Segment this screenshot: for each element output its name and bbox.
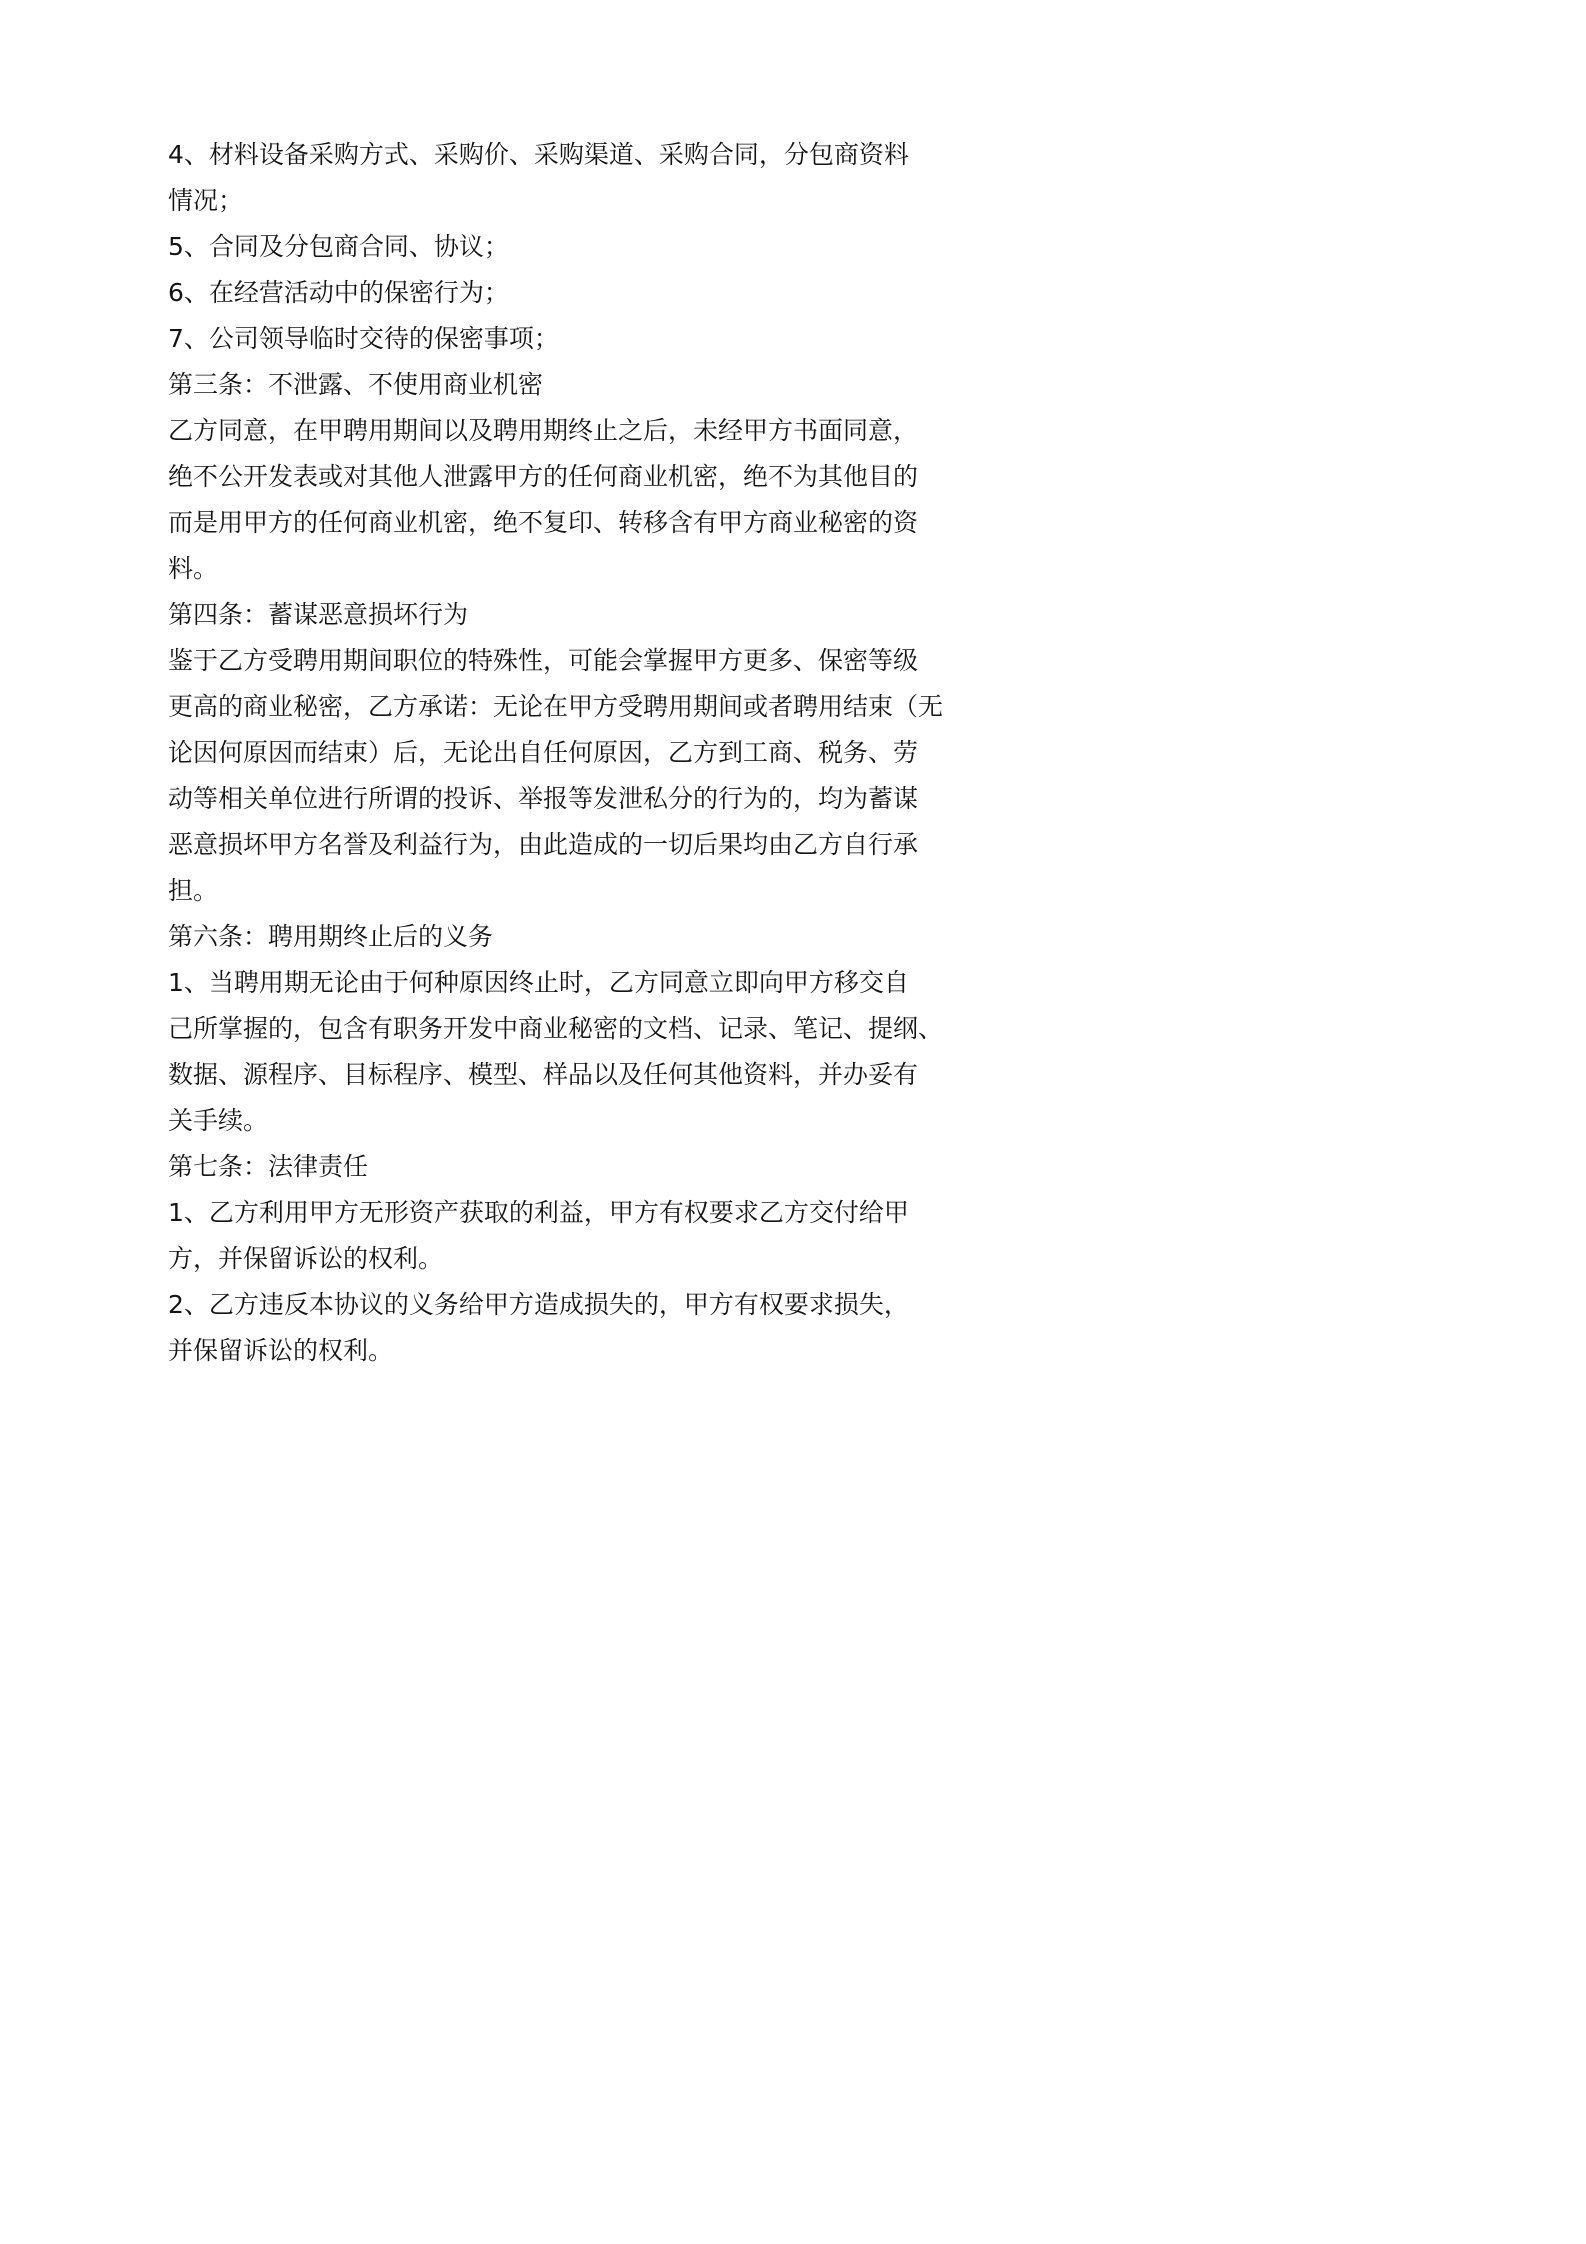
item-6: 6、在经营活动中的保密行为； (168, 278, 509, 307)
item-4-line-2: 情况； (168, 186, 244, 215)
article-6-heading: 第六条：聘用期终止后的义务 (168, 922, 494, 951)
article-7-item-1-line-1: 1、乙方利用甲方无形资产获取的利益，甲方有权要求乙方交付给甲 (168, 1198, 909, 1227)
item-7: 7、公司领导临时交待的保密事项； (168, 324, 559, 353)
article-4-line-1: 鉴于乙方受聘用期间职位的特殊性，可能会掌握甲方更多、保密等级 (168, 646, 919, 675)
article-4-line-6: 担。 (168, 876, 219, 905)
document-body (168, 132, 948, 1374)
article-7-item-2-line-2: 并保留诉讼的权利。 (168, 1336, 394, 1365)
article-4-line-3: 论因何原因而结束）后，无论出自任何原因，乙方到工商、税务、劳 (168, 738, 919, 767)
article-3-line-3: 而是用甲方的任何商业机密，绝不复印、转移含有甲方商业秘密的资 (168, 508, 919, 537)
article-6-item-1-line-3: 数据、源程序、目标程序、模型、样品以及任何其他资料，并办妥有 (168, 1060, 919, 1089)
article-6-item-1-line-1: 1、当聘用期无论由于何种原因终止时，乙方同意立即向甲方移交自 (168, 968, 909, 997)
article-7-item-2-line-1: 2、乙方违反本协议的义务给甲方造成损失的，甲方有权要求损失， (168, 1290, 909, 1319)
article-4-line-2: 更高的商业秘密，乙方承诺：无论在甲方受聘用期间或者聘用结束（无 (168, 692, 944, 721)
article-4-line-5: 恶意损坏甲方名誉及利益行为，由此造成的一切后果均由乙方自行承 (168, 830, 919, 859)
article-3-line-2: 绝不公开发表或对其他人泄露甲方的任何商业机密，绝不为其他目的 (168, 462, 919, 491)
article-7-heading: 第七条：法律责任 (168, 1152, 369, 1181)
article-7-item-1-line-2: 方，并保留诉讼的权利。 (168, 1244, 444, 1273)
item-4-line-1: 4、材料设备采购方式、采购价、采购渠道、采购合同，分包商资料 (168, 140, 909, 169)
article-6-item-1-line-2: 己所掌握的，包含有职务开发中商业秘密的文档、记录、笔记、提纲、 (168, 1014, 944, 1043)
article-3-line-1: 乙方同意，在甲聘用期间以及聘用期终止之后，未经甲方书面同意， (168, 416, 919, 445)
item-5: 5、合同及分包商合同、协议； (168, 232, 509, 261)
article-3-heading: 第三条：不泄露、不使用商业机密 (168, 370, 544, 399)
article-6-item-1-line-4: 关手续。 (168, 1106, 269, 1135)
article-4-heading: 第四条：蓄谋恶意损坏行为 (168, 600, 469, 629)
article-4-line-4: 动等相关单位进行所谓的投诉、举报等发泄私分的行为的，均为蓄谋 (168, 784, 919, 813)
document-page (0, 0, 1100, 1556)
article-3-line-4: 料。 (168, 554, 219, 583)
